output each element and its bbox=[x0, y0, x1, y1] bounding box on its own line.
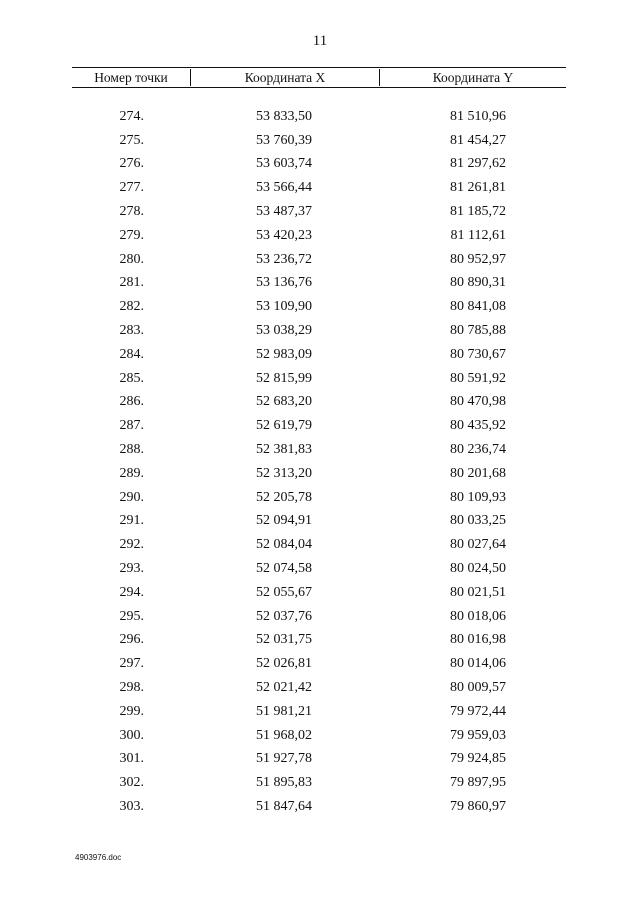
table-row bbox=[72, 200, 566, 224]
table-row bbox=[72, 414, 566, 438]
coordinate-x-cell: 53 833,50 bbox=[256, 108, 312, 124]
document-filename: 4903976.doc bbox=[75, 853, 122, 862]
point-number-cell: 298. bbox=[119, 680, 144, 696]
table-row bbox=[72, 438, 566, 462]
table-row bbox=[72, 724, 566, 748]
table-row bbox=[72, 533, 566, 557]
coordinate-x-cell: 52 037,76 bbox=[256, 608, 312, 624]
table-row bbox=[72, 105, 566, 129]
point-number-cell: 274. bbox=[119, 108, 144, 124]
coordinate-y-cell: 80 201,68 bbox=[450, 465, 506, 481]
coordinate-x-cell: 53 566,44 bbox=[256, 180, 312, 196]
coordinate-x-cell: 53 109,90 bbox=[256, 299, 312, 315]
coordinate-y-cell: 80 435,92 bbox=[450, 418, 506, 434]
coordinates-table bbox=[72, 67, 566, 819]
coordinate-x-cell: 52 815,99 bbox=[256, 370, 312, 386]
coordinate-y-cell: 80 591,92 bbox=[450, 370, 506, 386]
page-number: 11 bbox=[312, 33, 328, 49]
point-number-cell: 294. bbox=[119, 584, 144, 600]
point-number-cell: 275. bbox=[119, 132, 144, 148]
table-row bbox=[72, 129, 566, 153]
point-number-cell: 292. bbox=[119, 537, 144, 553]
coordinate-x-cell: 52 205,78 bbox=[256, 489, 312, 505]
coordinate-x-cell: 52 381,83 bbox=[256, 442, 312, 458]
point-number-cell: 290. bbox=[119, 489, 144, 505]
table-row bbox=[72, 629, 566, 653]
table-row bbox=[72, 605, 566, 629]
coordinate-x-cell: 53 420,23 bbox=[256, 227, 312, 243]
table-row bbox=[72, 676, 566, 700]
coordinate-y-cell: 80 109,93 bbox=[450, 489, 506, 505]
point-number-cell: 302. bbox=[119, 775, 144, 791]
table-row bbox=[72, 771, 566, 795]
coordinate-x-cell: 53 487,37 bbox=[256, 204, 312, 220]
coordinate-x-cell: 53 603,74 bbox=[256, 156, 312, 172]
coordinate-y-cell: 81 297,62 bbox=[450, 156, 506, 172]
coordinate-y-cell: 81 185,72 bbox=[450, 204, 506, 220]
table-row bbox=[72, 319, 566, 343]
table-row bbox=[72, 367, 566, 391]
point-number-cell: 287. bbox=[119, 418, 144, 434]
coordinate-y-cell: 81 454,27 bbox=[450, 132, 506, 148]
coordinate-x-cell: 52 313,20 bbox=[256, 465, 312, 481]
table-row bbox=[72, 248, 566, 272]
point-number-cell: 277. bbox=[119, 180, 144, 196]
coordinate-y-cell: 80 890,31 bbox=[450, 275, 506, 291]
point-number-cell: 285. bbox=[119, 370, 144, 386]
coordinate-x-cell: 53 038,29 bbox=[256, 323, 312, 339]
table-row bbox=[72, 748, 566, 772]
table-row bbox=[72, 272, 566, 296]
coordinate-y-cell: 80 021,51 bbox=[450, 584, 506, 600]
point-number-cell: 286. bbox=[119, 394, 144, 410]
coordinate-x-cell: 52 084,04 bbox=[256, 537, 312, 553]
table-row bbox=[72, 557, 566, 581]
coordinate-y-cell: 80 730,67 bbox=[450, 346, 506, 362]
point-number-cell: 281. bbox=[119, 275, 144, 291]
coordinate-y-cell: 80 024,50 bbox=[450, 561, 506, 577]
point-number-cell: 278. bbox=[119, 204, 144, 220]
coordinate-x-cell: 52 031,75 bbox=[256, 632, 312, 648]
table-row bbox=[72, 700, 566, 724]
table-row bbox=[72, 343, 566, 367]
coordinate-y-cell: 80 016,98 bbox=[450, 632, 506, 648]
table-header bbox=[72, 67, 566, 88]
coordinate-y-cell: 79 959,03 bbox=[450, 727, 506, 743]
header-coordinate-y: Координата Y bbox=[432, 70, 514, 85]
coordinate-y-cell: 80 841,08 bbox=[450, 299, 506, 315]
point-number-cell: 284. bbox=[119, 346, 144, 362]
point-number-cell: 295. bbox=[119, 608, 144, 624]
point-number-cell: 299. bbox=[119, 703, 144, 719]
coordinate-y-cell: 80 033,25 bbox=[450, 513, 506, 529]
header-coordinate-x: Координата X bbox=[191, 69, 380, 86]
coordinate-x-cell: 52 094,91 bbox=[256, 513, 312, 529]
coordinate-y-cell: 79 860,97 bbox=[450, 799, 506, 814]
point-number-cell: 297. bbox=[119, 656, 144, 672]
coordinate-x-cell: 52 983,09 bbox=[256, 346, 312, 362]
point-number-cell: 280. bbox=[119, 251, 144, 267]
coordinate-y-cell: 80 236,74 bbox=[450, 442, 506, 458]
coordinate-y-cell: 80 470,98 bbox=[450, 394, 506, 410]
table-row bbox=[72, 795, 566, 819]
coordinate-y-cell: 81 510,96 bbox=[450, 108, 506, 124]
coordinate-y-cell: 79 924,85 bbox=[450, 751, 506, 767]
coordinate-x-cell: 52 683,20 bbox=[256, 394, 312, 410]
coordinate-x-cell: 53 136,76 bbox=[256, 275, 312, 291]
coordinate-x-cell: 51 895,83 bbox=[256, 775, 312, 791]
coordinate-x-cell: 51 847,64 bbox=[256, 799, 312, 814]
coordinate-x-cell: 51 968,02 bbox=[256, 727, 312, 743]
table-row bbox=[72, 224, 566, 248]
table-row bbox=[72, 295, 566, 319]
point-number-cell: 293. bbox=[119, 561, 144, 577]
table-row bbox=[72, 391, 566, 415]
table-row bbox=[72, 176, 566, 200]
point-number-cell: 282. bbox=[119, 299, 144, 315]
coordinate-y-cell: 81 112,61 bbox=[450, 227, 506, 243]
table-row bbox=[72, 510, 566, 534]
coordinate-x-cell: 52 021,42 bbox=[256, 680, 312, 696]
point-number-cell: 296. bbox=[119, 632, 144, 648]
coordinate-y-cell: 80 009,57 bbox=[450, 680, 506, 696]
coordinate-x-cell: 52 074,58 bbox=[256, 561, 312, 577]
header-point-number: Номер точки bbox=[72, 69, 191, 86]
point-number-cell: 301. bbox=[119, 751, 144, 767]
table-row bbox=[72, 581, 566, 605]
coordinate-y-cell: 80 952,97 bbox=[450, 251, 506, 267]
coordinate-x-cell: 52 619,79 bbox=[256, 418, 312, 434]
point-number-cell: 288. bbox=[119, 442, 144, 458]
coordinate-y-cell: 81 261,81 bbox=[450, 180, 506, 196]
point-number-cell: 283. bbox=[119, 323, 144, 339]
coordinate-x-cell: 52 055,67 bbox=[256, 584, 312, 600]
point-number-cell: 300. bbox=[119, 727, 144, 743]
table-row bbox=[72, 462, 566, 486]
point-number-cell: 276. bbox=[119, 156, 144, 172]
coordinate-x-cell: 53 760,39 bbox=[256, 132, 312, 148]
table-body bbox=[72, 105, 566, 819]
table-row bbox=[72, 652, 566, 676]
coordinate-y-cell: 79 972,44 bbox=[450, 703, 506, 719]
coordinate-y-cell: 79 897,95 bbox=[450, 775, 506, 791]
coordinate-y-cell: 80 027,64 bbox=[450, 537, 506, 553]
coordinate-y-cell: 80 018,06 bbox=[450, 608, 506, 624]
coordinate-x-cell: 53 236,72 bbox=[256, 251, 312, 267]
point-number-cell: 303. bbox=[119, 799, 144, 814]
table-row bbox=[72, 486, 566, 510]
coordinate-y-cell: 80 014,06 bbox=[450, 656, 506, 672]
table-row bbox=[72, 153, 566, 177]
coordinate-x-cell: 51 927,78 bbox=[256, 751, 312, 767]
point-number-cell: 279. bbox=[119, 227, 144, 243]
coordinate-y-cell: 80 785,88 bbox=[450, 323, 506, 339]
coordinate-x-cell: 51 981,21 bbox=[256, 703, 312, 719]
point-number-cell: 291. bbox=[119, 513, 144, 529]
point-number-cell: 289. bbox=[119, 465, 144, 481]
coordinate-x-cell: 52 026,81 bbox=[256, 656, 312, 672]
